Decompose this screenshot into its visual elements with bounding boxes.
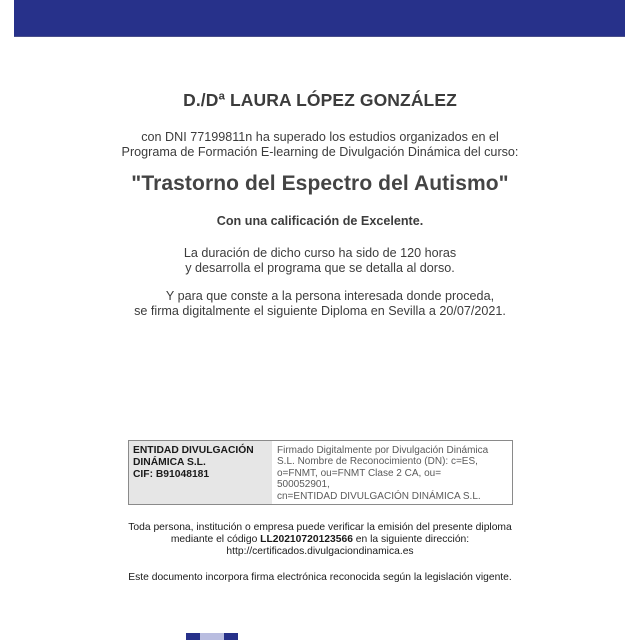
signature-detail-line: cn=ENTIDAD DIVULGACIÓN DINÁMICA S.L.: [277, 490, 481, 502]
digital-signature-box: [128, 440, 513, 505]
entity-name-line-2: DINÁMICA S.L.: [133, 457, 206, 468]
legal-notice: Este documento incorpora firma electrónica reconocida según la legislación vigente.: [128, 572, 512, 583]
duration-line-2: y desarrolla el programa que se detalla al dorso.: [185, 261, 455, 275]
signature-detail-line: o=FNMT, ou=FNMT Clase 2 CA, ou=: [277, 467, 442, 479]
signature-detail-line: Firmado Digitalmente por Divulgación Dinámica: [277, 445, 489, 456]
verification-line-1: Toda persona, institución o empresa puede verificar la emisión del presente diploma: [128, 522, 512, 533]
intro-line-1: con DNI 77199811n ha superado los estudios organizados en el: [141, 130, 499, 144]
closing-line-1: Y para que conste a la persona interesada donde proceda,: [165, 289, 495, 303]
verification-line-2: [0, 534, 640, 546]
duration-line-1: La duración de dicho curso ha sido de 120 horas: [183, 246, 457, 260]
course-title: "Trastorno del Espectro del Autismo": [131, 172, 509, 195]
logo-bar-middle: [200, 633, 224, 640]
brand-logo-icon: [186, 633, 238, 640]
verification-url[interactable]: http://certificados.divulgaciondinamica.es: [226, 546, 414, 558]
signature-detail-line: 500052901,: [277, 479, 330, 491]
intro-text: [0, 130, 640, 160]
logo-bar-left: [186, 633, 200, 640]
intro-line-2: Programa de Formación E-learning de Divulgación Dinámica del curso:: [121, 145, 519, 159]
signature-details: [272, 441, 512, 504]
entity-name-line-1: ENTIDAD DIVULGACIÓN: [133, 445, 254, 456]
closing-text: [0, 289, 640, 319]
duration-text: [0, 246, 640, 276]
logo-bar-right: [224, 633, 238, 640]
signature-detail-line: S.L. Nombre de Reconocimiento (DN): c=ES,: [277, 456, 478, 468]
recipient-name: D./Dª LAURA LÓPEZ GONZÁLEZ: [183, 90, 457, 110]
entity-cif: CIF: B91048181: [133, 469, 210, 480]
verification-text: [0, 522, 640, 559]
verification-prefix: mediante el código: [170, 534, 261, 546]
grade-text: Con una calificación de Excelente.: [216, 214, 424, 228]
verification-code: LL20210720123566: [260, 534, 353, 546]
header-banner: [14, 0, 625, 37]
signing-entity: [129, 441, 272, 504]
closing-line-2: se firma digitalmente el siguiente Diploma en Sevilla a 20/07/2021.: [134, 304, 506, 318]
verification-suffix: en la siguiente dirección:: [352, 534, 470, 546]
